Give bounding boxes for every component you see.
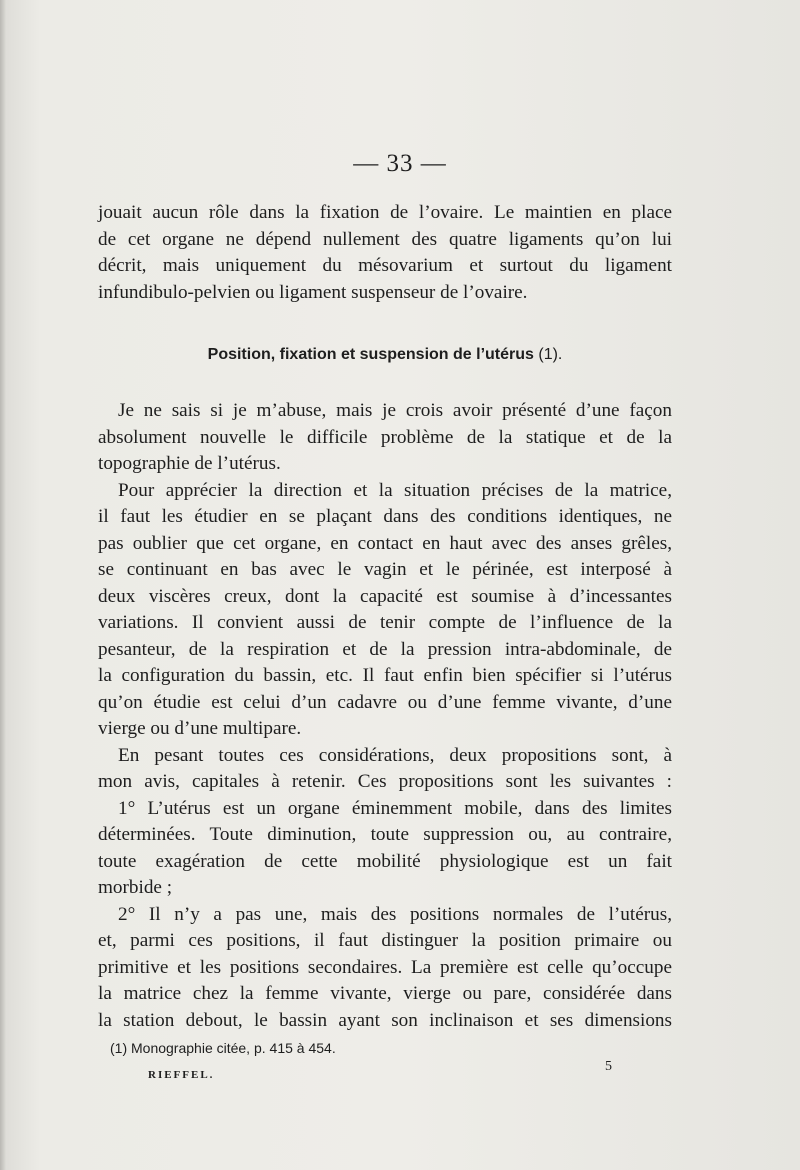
intro-paragraph (98, 200, 672, 306)
text-line: la station debout, le bassin ayant son inclinaison et ses dimensions (98, 1009, 672, 1031)
signature-mark: RIEFFEL. (148, 1069, 215, 1081)
text-line: mon avis, capitales à retenir. Ces propositions sont les suivantes : (98, 771, 672, 792)
paragraph-2 (98, 478, 672, 743)
paragraph-3 (98, 743, 672, 796)
text-line: 1° L’utérus est un organe éminemment mobile, dans des limites (118, 797, 672, 819)
text-line: En pesant toutes ces considérations, deux propositions sont, à (118, 744, 672, 766)
sheet-number: 5 (605, 1059, 612, 1074)
text-line: morbide ; (98, 877, 173, 898)
text-line: toute exagération de cette mobilité physiologique est un fait (98, 850, 672, 872)
text-line: pas oublier que cet organe, en contact en haut avec des anses grêles, (98, 532, 672, 554)
paragraph-1 (98, 398, 672, 478)
footnote: (1) Monographie citée, p. 415 à 454. (110, 1040, 336, 1056)
text-line: deux viscères creux, dont la capacité est soumise à d’incessantes (98, 585, 672, 607)
text-line: déterminées. Toute diminution, toute suppression ou, au contraire, (98, 824, 672, 845)
section-heading (0, 346, 770, 364)
text-line: primitive et les positions secondaires. La première est celle qu’occupe (98, 956, 672, 978)
text-line: se continuant en bas avec le vagin et le périnée, est interposé à (98, 559, 672, 580)
paragraph-5 (98, 902, 672, 1035)
paragraph-4 (98, 796, 672, 902)
text-line: pesanteur, de la respiration et de la pression intra-abdominale, de (98, 638, 672, 660)
text-line: absolument nouvelle le difficile problème de la statique et de la (98, 426, 672, 448)
text-line: variations. Il convient aussi de tenir compte de l’influence de la (98, 612, 672, 633)
text-line: qu’on étudie est celui d’un cadavre ou d’une femme vivante, d’une (98, 691, 672, 713)
text-line: topographie de l’utérus. (98, 453, 281, 474)
heading-title: Position, fixation et suspension de l’utérus (207, 346, 534, 363)
text-line: jouait aucun rôle dans la fixation de l’ovaire. Le maintien en place (98, 202, 672, 223)
text-line: 2° Il n’y a pas une, mais des positions normales de l’utérus, (118, 903, 672, 925)
page-number: — 33 — (353, 150, 447, 177)
text-line: Je ne sais si je m’abuse, mais je crois avoir présenté d’une façon (118, 400, 672, 421)
text-line: et, parmi ces positions, il faut distinguer la position primaire ou (98, 930, 672, 951)
text-line: il faut les étudier en se plaçant dans des conditions identiques, ne (98, 506, 672, 527)
text-line: vierge ou d’une multipare. (98, 718, 302, 739)
text-line: la matrice chez la femme vivante, vierge ou pare, considérée dans (98, 983, 672, 1004)
text-line: la configuration du bassin, etc. Il faut enfin bien spécifier si l’utérus (98, 665, 672, 686)
main-text (98, 398, 672, 1034)
text-line: infundibulo-pelvien ou ligament suspenseur de l’ovaire. (98, 281, 528, 303)
footnote-reference: (1). (538, 346, 563, 363)
text-line: de cet organe ne dépend nullement des quatre ligaments qu’on lui (98, 228, 672, 250)
text-line: décrit, mais uniquement du mésovarium et surtout du ligament (98, 255, 672, 276)
text-line: Pour apprécier la direction et la situation précises de la matrice, (118, 479, 672, 501)
